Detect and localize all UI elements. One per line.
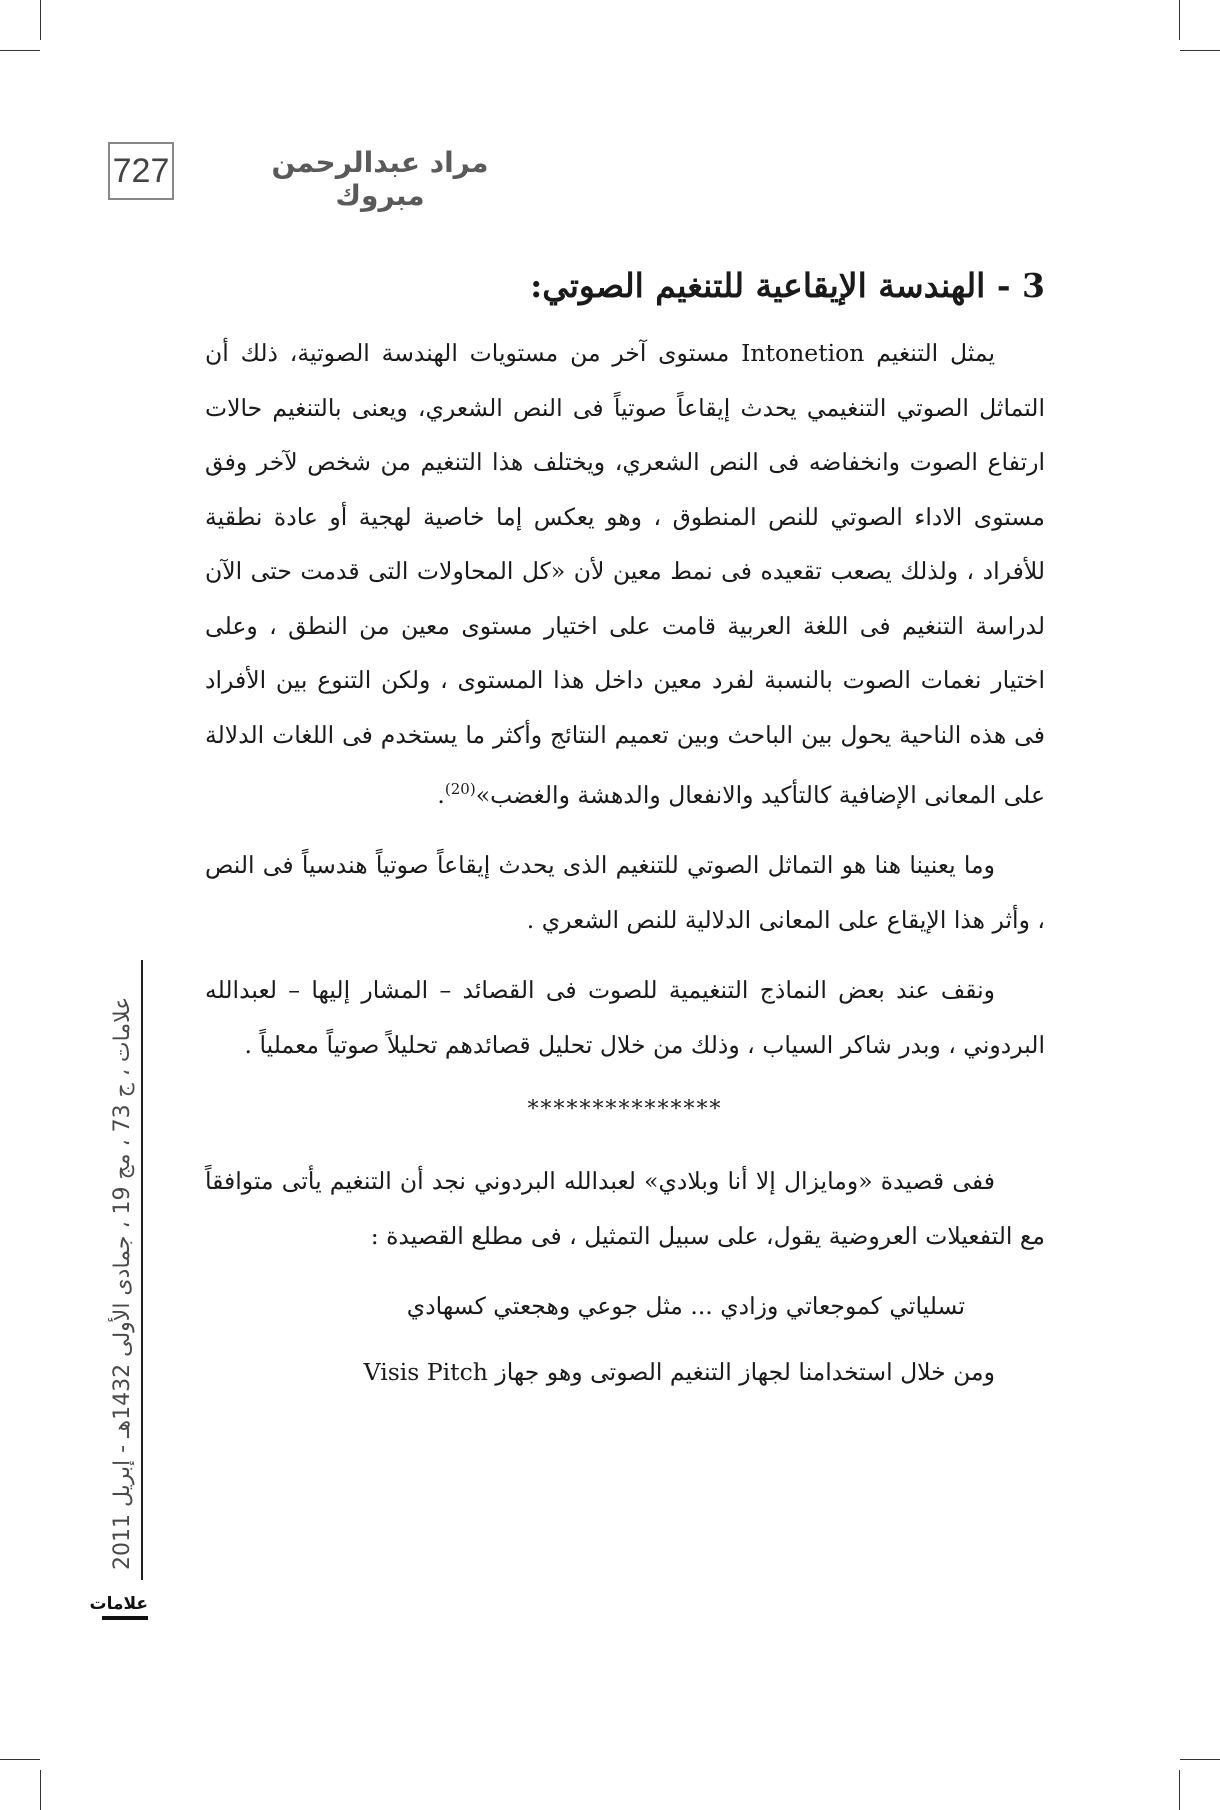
paragraph-end: . bbox=[437, 780, 445, 809]
crop-mark bbox=[0, 1759, 40, 1760]
footnote-reference[interactable]: (20) bbox=[444, 780, 476, 798]
crop-mark bbox=[0, 50, 40, 51]
journal-logo: علامات bbox=[102, 1594, 148, 1620]
crop-mark bbox=[40, 1770, 41, 1810]
paragraph bbox=[205, 326, 1045, 822]
poetry-verse: تسلياتي كموجعاتي وزادي ... مثل جوعي وهجعتي كسهادي bbox=[406, 1292, 965, 1321]
page-number: 727 bbox=[108, 142, 174, 200]
crop-mark bbox=[1180, 1759, 1220, 1760]
paragraph: ونقف عند بعض النماذج التنغيمية للصوت فى القصائد – المشار إليها – لعبدالله البردوني ، وبدر شاكر السياب ، وذلك من خلال تحليل قصائدهم تحليلاً صوتياً معملياً . bbox=[205, 976, 1045, 1059]
section-separator: *************** bbox=[527, 1097, 723, 1123]
main-text-column bbox=[205, 258, 1045, 1416]
journal-info: علامات ، ج 73 ، مج 19 ، جمادى الأولى 1432هـ - إبريل 2011 bbox=[110, 996, 135, 1570]
paragraph-text: يمثل التنغيم Intonetion مستوى آخر من مستويات الهندسة الصوتية، ذلك أن التماثل الصوتي التنغيمي يحدث إيقاعاً صوتياً فى النص الشعري، ويعنى بالتنغيم حالات ارتفاع الصوت وانخفاضه فى النص الشعري، ويختلف هذا التنغيم من شخص لآخر وفق مستوى الاداء الصوتي للنص المنطوق ، وهو يعكس إما خاصية لهجية أو عادة نطقية للأفراد ، ولذلك يصعب تقعيده فى نمط معين لأن «كل المحاولات التى قدمت حتى الآن لدراسة التنغيم فى اللغة العربية قامت على اختيار مستوى معين من النطق ، وعلى اختيار نغمات الصوت بالنسبة لفرد معين داخل هذا المستوى ، ولكن التنوع بين الأفراد فى هذه الناحية يحول بين الباحث وبين تعميم النتائج وأكثر ما يستخدم فى اللغات الدلالة على المعانى الإضافية كالتأكيد والانفعال والدهشة والغضب» bbox=[205, 339, 1045, 809]
paragraph: وما يعنينا هنا هو التماثل الصوتي للتنغيم الذى يحدث إيقاعاً صوتياً هندسياً فى النص ، وأثر هذا الإيقاع على المعانى الدلالية للنص الشعري . bbox=[205, 851, 1045, 934]
crop-mark bbox=[1180, 50, 1220, 51]
crop-mark bbox=[40, 0, 41, 40]
paragraph: ومن خلال استخدامنا لجهاز التنغيم الصوتى وهو جهاز Visis Pitch bbox=[363, 1358, 995, 1387]
sidebar-rule bbox=[141, 960, 143, 1580]
crop-mark bbox=[1179, 1770, 1180, 1810]
paragraph: ففى قصيدة «ومايزال إلا أنا وبلادي» لعبدالله البردوني نجد أن التنغيم يأتى متوافقاً مع التفعيلات العروضية يقول، على سبيل التمثيل ، فى مطلع القصيدة : bbox=[205, 1167, 1045, 1250]
crop-mark bbox=[1179, 0, 1180, 40]
running-header-author: مراد عبدالرحمن مبروك bbox=[271, 146, 489, 212]
section-heading: 3 - الهندسة الإيقاعية للتنغيم الصوتي: bbox=[530, 266, 1045, 305]
